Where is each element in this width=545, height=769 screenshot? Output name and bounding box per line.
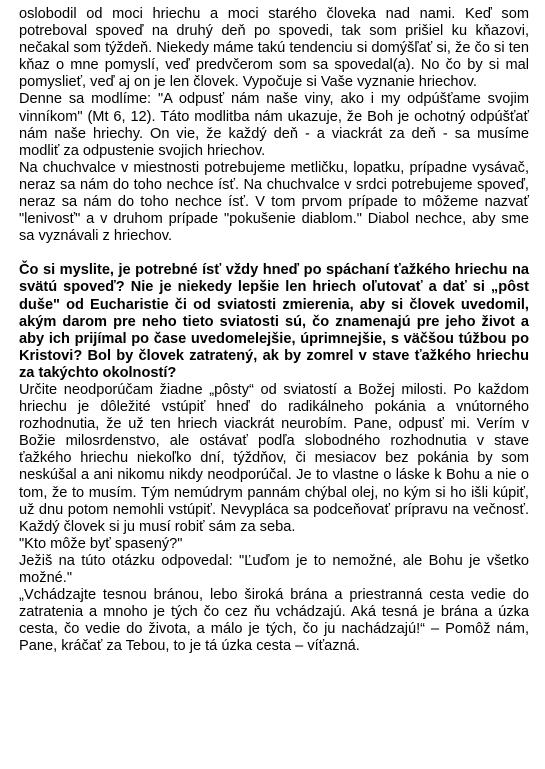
paragraph-jesus-answer: Ježiš na túto otázku odpovedal: "Ľuďom je to nemožné, ale Bohu je všetko možné." bbox=[19, 552, 529, 586]
question-paragraph: Čo si myslite, je potrebné ísť vždy hneď po spáchaní ťažkého hriechu na svätú spoveď? Nie je niekedy lepšie len hriech oľutovať a dať si „pôst duše" od Eucharistie či od sviatosti zmierenia, aby si človek uvedomil, akým darom pre neho tieto sviatosti sú, čo znamenajú pre jeho život a aby ich prijímal po čase uvedomelejšie, úprimnejšie, s väčšou túžbou po Kristovi? Bol by človek zatratený, ak by zomrel v stave ťažkého hriechu za takýchto okolností? bbox=[19, 262, 529, 381]
answer-paragraph: Určite neodporúčam žiadne „pôsty“ od sviatostí a Božej milosti. Po každom hriechu je dôležité vstúpiť hneď do radikálneho pokánia a vnútorného rozhodnutia, že už ten hriech viackrát neurobím. Pane, odpusť mi. Verím v Božie milosrdenstvo, ale ostávať podľa slobodného rozhodnutia v stave ťažkého hriechu niekoľko dní, týždňov, či mesiacov bez pokánia by som neskúšal a ani nikomu nikdy neodporúčal. Je to vlastne o láske k Bohu a nie o tom, že to musím. Tým nemúdrym pannám chýbal olej, no kým si ho išli kúpiť, už dnu potom nemohli vstúpiť. Nevyplácа sa podceňovať prípravu na večnosť. Každý človek si ju musí robiť sám za seba. bbox=[19, 381, 529, 535]
paragraph-spacer bbox=[19, 245, 529, 262]
paragraph-narrow-gate: „Vchádzajte tesnou bránou, lebo široká brána a priestranná cesta vedie do zatratenia a mnoho je tých čo cez ňu vchádzajú. Aká tesná je brána a úzka cesta, čo vedie do života, a málo je tých, čo ju nachádzajú!“ – Pomôž nám, Pane, kráčať za Tebou, to je tá úzka cesta – víťazná. bbox=[19, 587, 529, 655]
quote-who-can-be-saved: "Kto môže byť spasený?" bbox=[19, 535, 183, 552]
paragraph-lords-prayer: Denne sa modlíme: "A odpusť nám naše viny, ako i my odpúšťame svojim vinníkom" (Mt 6, 12). Táto modlitba nám ukazuje, že Boh je ochotný odpúšťať nám naše hriechy. On vie, že každý deň - a viackrát za deň - sa musíme modliť za odpustenie svojich hriechov. bbox=[19, 91, 529, 159]
paragraph-dust-analogy: Na chuchvalce v miestnosti potrebujeme metličku, lopatku, prípadne vysávač, neraz sa nám do toho nechce ísť. Na chuchvalce v srdci potrebujeme spoveď, neraz sa nám do toho nechce ísť. V tom prvom prípade to môžeme nazvať "lenivosť" a v druhom prípade "pokušenie diablom." Diabol nechce, aby sme sa vyznávali z hriechov. bbox=[19, 159, 529, 245]
paragraph-confession-frequency: oslobodil od moci hriechu a moci starého človeka nad nami. Keď som potreboval spoveď na druhý deň po spovedi, tak som prišiel ku kňazovi, nečakal som týždeň. Niekedy máme takú tendenciu si domýšľať si, že čo si ten kňaz o mne pomyslí, veď predvčerom som sa spovedal(a). No čo by si mal pomyslieť, veď aj on je len človek. Vypočuje si Vaše vyznanie hriechov. bbox=[19, 6, 529, 91]
